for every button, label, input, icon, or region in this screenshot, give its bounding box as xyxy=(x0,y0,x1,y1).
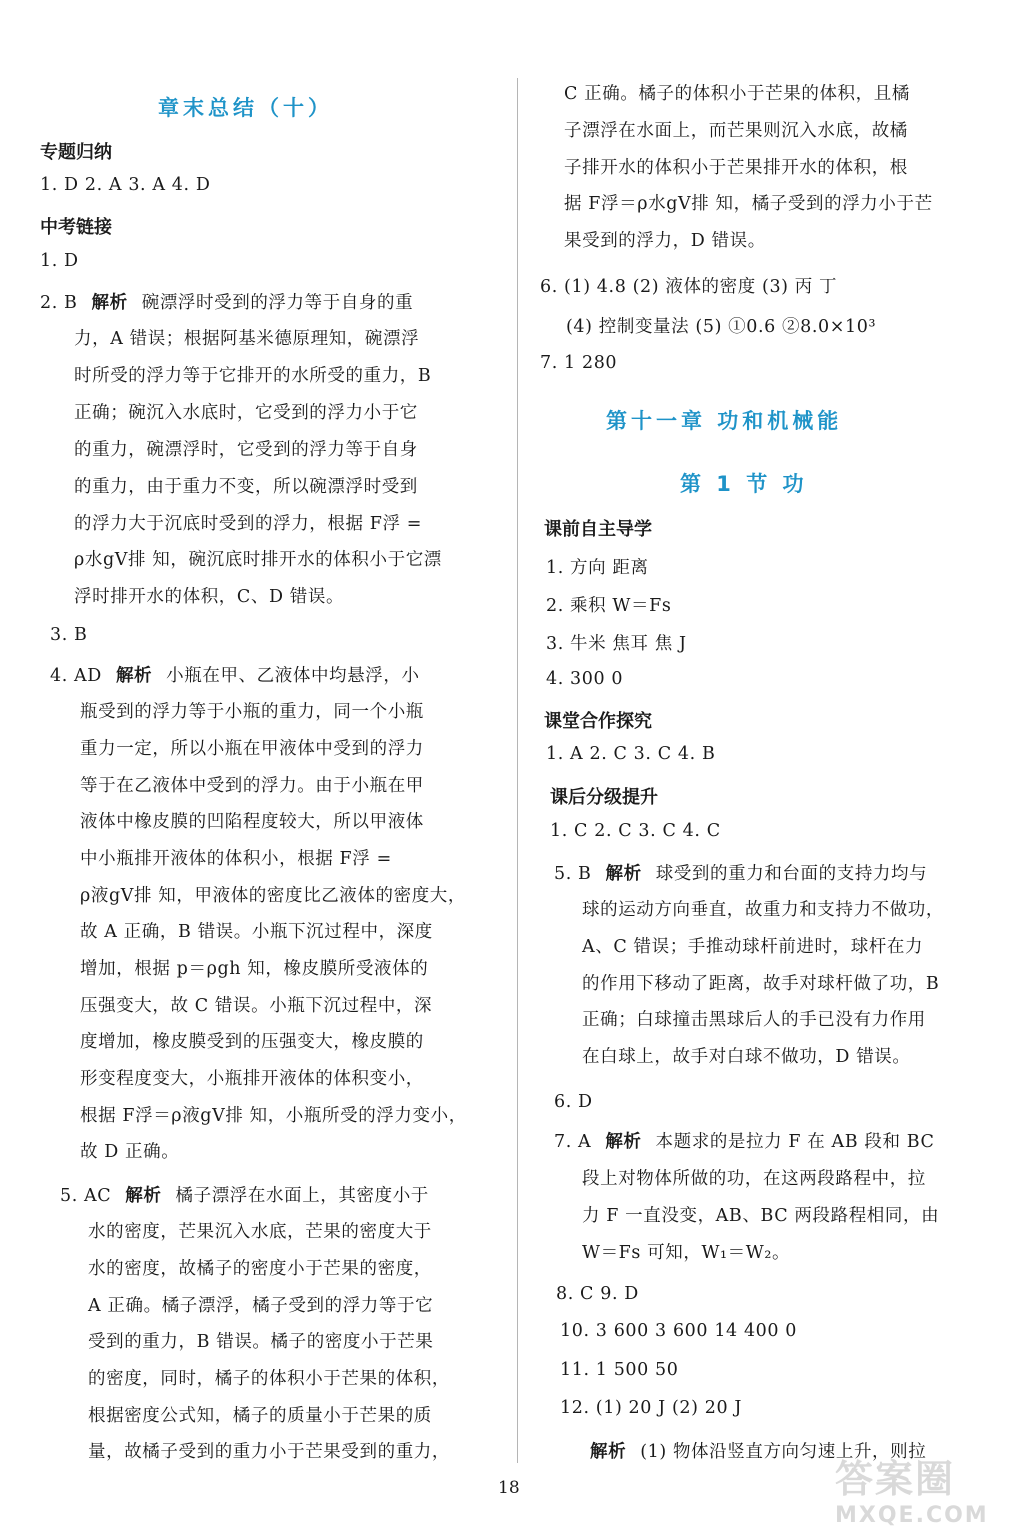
answer-line xyxy=(554,860,927,885)
analysis-text: 的密度，同时，橘子的体积小于芒果的体积， xyxy=(88,1369,450,1389)
analysis-text: 液体中橡皮膜的凹陷程度较大，所以甲液体 xyxy=(80,812,424,832)
analysis-text: 故 A 正确，B 错误。小瓶下沉过程中，深度 xyxy=(80,922,433,942)
answer-line xyxy=(60,1182,429,1207)
answer-line: 1. C 2. C 3. C 4. C xyxy=(550,821,721,841)
section-title: 第 1 节 功 xyxy=(680,472,808,496)
answer-line xyxy=(40,289,413,314)
chapter-title: 第十一章 功和机械能 xyxy=(606,409,843,433)
page-number: 18 xyxy=(498,1478,520,1498)
analysis-text: 水的密度，故橘子的密度小于芒果的密度， xyxy=(88,1259,432,1279)
analysis-text: 小瓶在甲、乙液体中均悬浮，小 xyxy=(166,666,420,686)
analysis-text: 的作用下移动了距离，故手对球杆做了功，B xyxy=(582,974,940,994)
analysis-text: ρ液gV排 知，甲液体的密度比乙液体的密度大， xyxy=(80,886,466,906)
analysis-text: A、C 错误；手推动球杆前进时，球杆在力 xyxy=(582,937,924,957)
analysis-text: 碗漂浮时受到的浮力等于自身的重 xyxy=(141,293,414,313)
analysis-text: 形变程度变大，小瓶排开液体的体积变小， xyxy=(80,1069,424,1089)
analysis-text: 的重力，碗漂浮时，它受到的浮力等于自身 xyxy=(74,440,418,460)
watermark-bottom: MXQE.COM xyxy=(835,1503,989,1528)
section-heading: 专题归纳 xyxy=(40,142,112,163)
analysis-label: 解析 xyxy=(115,666,153,686)
analysis-text: 正确；碗沉入水底时，它受到的浮力小于它 xyxy=(74,403,418,423)
analysis-text: 量，故橘子受到的重力小于芒果受到的重力， xyxy=(88,1442,450,1462)
analysis-text: 度增加，橡皮膜受到的压强变大，橡皮膜的 xyxy=(80,1032,424,1052)
answer-line: 3. 牛米 焦耳 焦 J xyxy=(546,634,687,654)
section-heading: 课后分级提升 xyxy=(550,787,658,808)
analysis-text: 段上对物体所做的功，在这两段路程中，拉 xyxy=(582,1169,926,1189)
analysis-text: 时所受的浮力等于它排开的水所受的重力，B xyxy=(74,366,432,386)
section-heading: 中考链接 xyxy=(40,217,112,238)
answer-line: 1. D xyxy=(40,251,79,271)
analysis-text: 的重力，由于重力不变，所以碗漂浮时受到 xyxy=(74,477,418,497)
question-number: 7. A xyxy=(554,1132,592,1152)
answer-line xyxy=(50,662,420,687)
analysis-label: 解析 xyxy=(605,864,642,884)
analysis-text: 正确；白球撞击黑球后人的手已没有力作用 xyxy=(582,1010,926,1030)
answer-line: 4. 300 0 xyxy=(546,669,624,689)
answer-line: 8. C 9. D xyxy=(556,1284,639,1304)
analysis-text: 故 D 正确。 xyxy=(80,1142,180,1162)
answer-line: 10. 3 600 3 600 14 400 0 xyxy=(560,1321,798,1341)
answer-line: (4) 控制变量法 (5) ①0.6 ②8.0×10³ xyxy=(566,317,877,337)
analysis-text: 瓶受到的浮力等于小瓶的重力，同一个小瓶 xyxy=(80,702,424,722)
analysis-text: C 正确。橘子的体积小于芒果的体积，且橘 xyxy=(564,84,910,104)
question-number: 5. B xyxy=(554,864,592,884)
answer-line xyxy=(554,1128,935,1153)
analysis-text: 等于在乙液体中受到的浮力。由于小瓶在甲 xyxy=(80,776,424,796)
analysis-text: 球受到的重力和台面的支持力均与 xyxy=(655,864,928,884)
answer-line: 1. D 2. A 3. A 4. D xyxy=(40,175,211,195)
answer-line: 7. 1 280 xyxy=(540,353,618,373)
analysis-label: 解析 xyxy=(91,293,128,313)
question-number: 4. AD xyxy=(50,666,102,686)
analysis-label: 解析 xyxy=(605,1132,642,1152)
column-divider xyxy=(517,78,518,1463)
analysis-text: 水的密度，芒果沉入水底，芒果的密度大于 xyxy=(88,1222,432,1242)
question-number: 5. AC xyxy=(60,1186,112,1206)
analysis-text: 力，A 错误；根据阿基米德原理知，碗漂浮 xyxy=(74,329,420,349)
analysis-text: 球的运动方向垂直，故重力和支持力不做功， xyxy=(582,900,944,920)
watermark-logo xyxy=(835,1448,995,1528)
analysis-text: 根据 F浮＝ρ液gV排 知，小瓶所受的浮力变小， xyxy=(80,1106,467,1126)
question-number: 2. B xyxy=(40,293,78,313)
analysis-text: 的浮力大于沉底时受到的浮力，根据 F浮 = xyxy=(74,514,423,534)
watermark-top: 答案圈 xyxy=(835,1457,956,1501)
section-heading: 课堂合作探究 xyxy=(544,711,652,732)
analysis-text: 根据密度公式知，橘子的质量小于芒果的质 xyxy=(88,1406,432,1426)
analysis-text: 中小瓶排开液体的体积小，根据 F浮 = xyxy=(80,849,392,869)
analysis-text: 子漂浮在水面上，而芒果则沉入水底，故橘 xyxy=(564,121,908,141)
analysis-text: 浮时排开水的体积，C、D 错误。 xyxy=(74,587,345,607)
answer-line: 1. 方向 距离 xyxy=(546,558,649,578)
analysis-text: A 正确。橘子漂浮，橘子受到的浮力等于它 xyxy=(88,1296,434,1316)
analysis-text: 本题求的是拉力 F 在 AB 段和 BC xyxy=(655,1132,935,1152)
section-heading: 课前自主导学 xyxy=(544,519,652,540)
analysis-label: 解析 xyxy=(590,1442,627,1462)
analysis-text: (1) 物体沿竖直方向匀速上升，则拉 xyxy=(640,1442,927,1462)
chapter-summary-title: 章末总结（十） xyxy=(158,96,333,120)
analysis-text: ρ水gV排 知，碗沉底时排开水的体积小于它漂 xyxy=(74,550,442,570)
answer-line: 12. (1) 20 J (2) 20 J xyxy=(560,1398,742,1418)
analysis-text: 压强变大，故 C 错误。小瓶下沉过程中，深 xyxy=(80,996,433,1016)
analysis-text: 重力一定，所以小瓶在甲液体中受到的浮力 xyxy=(80,739,424,759)
analysis-text: 在白球上，故手对白球不做功，D 错误。 xyxy=(582,1047,911,1067)
answer-line: 2. 乘积 W＝Fs xyxy=(546,596,672,616)
analysis-text: 果受到的浮力，D 错误。 xyxy=(564,231,766,251)
answer-line: 11. 1 500 50 xyxy=(560,1360,679,1380)
analysis-text: 受到的重力，B 错误。橘子的密度小于芒果 xyxy=(88,1332,434,1352)
analysis-text: 橘子漂浮在水面上，其密度小于 xyxy=(175,1186,429,1206)
analysis-label: 解析 xyxy=(125,1186,162,1206)
analysis-text: 子排开水的体积小于芒果排开水的体积，根 xyxy=(564,158,908,178)
analysis-text: 增加，根据 p＝ρgh 知，橡皮膜所受液体的 xyxy=(80,959,429,979)
answer-line: 6. (1) 4.8 (2) 液体的密度 (3) 丙 丁 xyxy=(540,277,838,297)
answer-line: 3. B xyxy=(50,625,88,645)
analysis-text: 据 F浮＝ρ水gV排 知，橘子受到的浮力小于芒 xyxy=(564,194,933,214)
analysis-text: 力 F 一直没变，AB、BC 两段路程相同，由 xyxy=(582,1206,940,1226)
answer-line: 1. A 2. C 3. C 4. B xyxy=(546,744,716,764)
analysis-text: W＝Fs 可知，W₁＝W₂。 xyxy=(582,1243,791,1263)
answer-line: 6. D xyxy=(554,1092,593,1112)
